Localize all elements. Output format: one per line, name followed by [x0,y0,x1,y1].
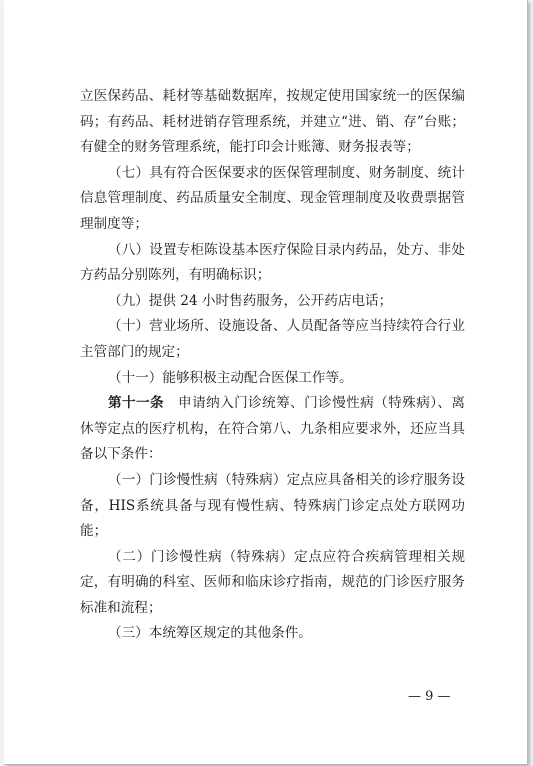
document-body [80,84,465,647]
condition-item-2: （二）门诊慢性病（特殊病）定点应符合疾病管理相关规定，有明确的科室、医师和临床诊疗指南，规范的门诊医疗服务标准和流程； [80,548,465,616]
article-text: 申请纳入门诊统筹、门诊慢性病（特殊病）、离休等定点的医疗机构，在符合第八、九条相应要求外，还应当具备以下条件： [80,395,466,463]
paragraph-item-9: （九）提供 24 小时售药服务，公开药店电话； [108,292,393,309]
condition-item-1: （一）门诊慢性病（特殊病）定点应具备相关的诊疗服务设备，HIS系统具备与现有慢性病、特殊病门诊定点处方联网功能； [80,471,465,540]
paragraph-item-11: （十一）能够积极主动配合医保工作等。 [108,369,353,386]
paragraph-item-7: （七）具有符合医保要求的医保管理制度、财务制度、统计信息管理制度、药品质量安全制度、现金管理制度及收费票据管理制度等； [80,164,465,232]
paragraph-continuation: 立医保药品、耗材等基础数据库，按规定使用国家统一的医保编码；有药品、耗材进销存管理系统，并建立“进、销、存”台账；有健全的财务管理系统，能打印会计账簿、财务报表等； [80,88,465,156]
document-page [4,0,528,765]
condition-item-3: （三）本统筹区规定的其他条件。 [108,625,312,642]
paragraph-item-10: （十）营业场所、设施设备、人员配备等应当持续符合行业主管部门的规定； [80,318,465,360]
paragraph-item-8: （八）设置专柜陈设基本医疗保险目录内药品，处方、非处方药品分别陈列，有明确标识； [80,241,465,284]
page-number: — 9 — [408,689,451,704]
article-11-paragraph [80,391,465,468]
article-heading: 第十一条 [108,395,165,412]
